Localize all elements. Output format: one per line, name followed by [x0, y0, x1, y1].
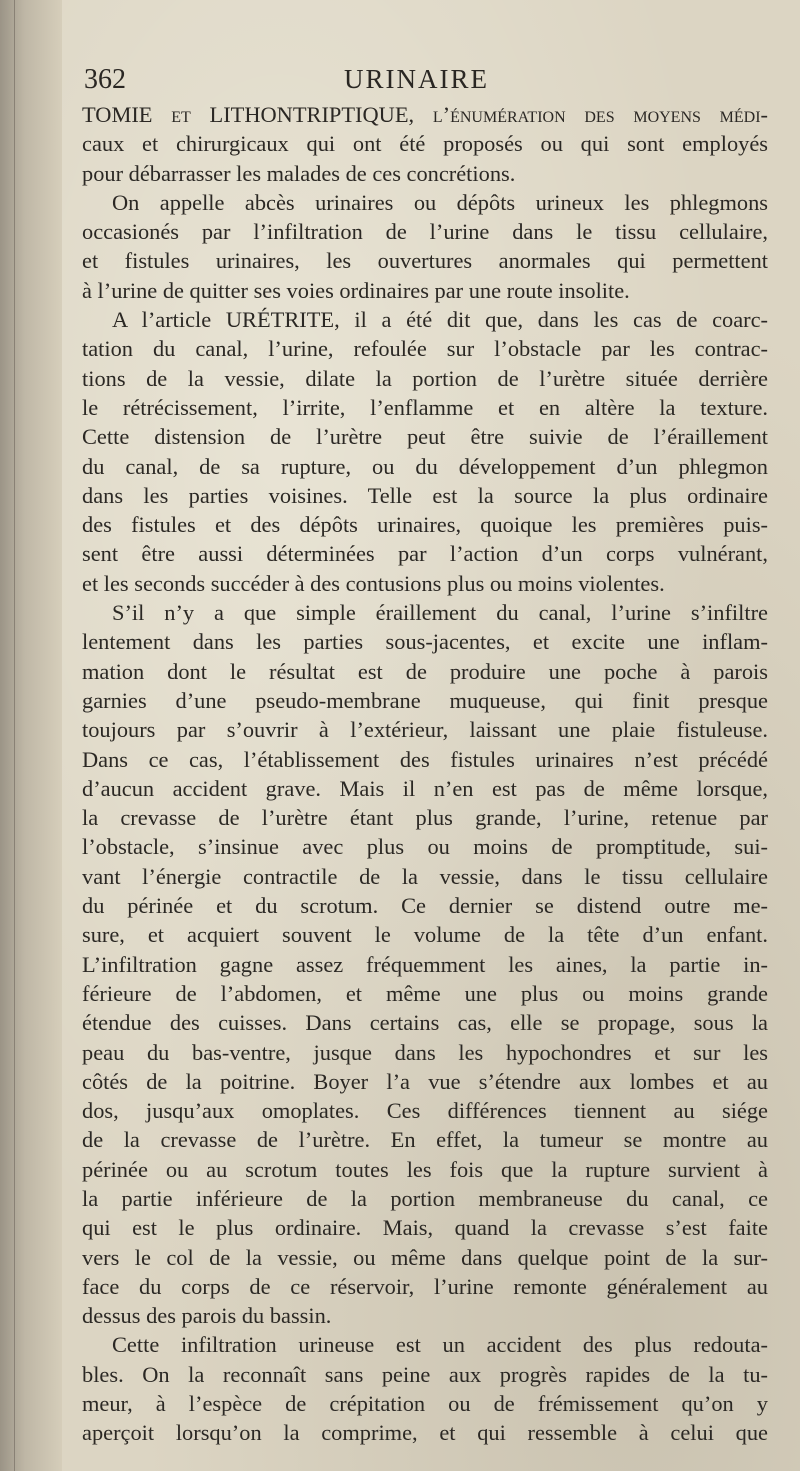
- text-line: mation dont le résultat est de produire une poche à parois: [82, 658, 768, 684]
- text-line: A l’article URÉTRITE, il a été dit que, dans les cas de coarc-: [112, 307, 768, 333]
- text-line: à l’urine de quitter ses voies ordinaires par une route insolite.: [82, 277, 630, 303]
- page-gutter-shadow: [0, 0, 62, 1471]
- page-number: 362: [84, 64, 126, 95]
- text-line: face du corps de ce réservoir, l’urine remonte généralement au: [82, 1273, 768, 1299]
- text-line: occasionés par l’infiltration de l’urine dans le tissu cellulaire,: [82, 219, 768, 245]
- text-line: de la crevasse de l’urètre. En effet, la tumeur se montre au: [82, 1127, 768, 1153]
- text-line: du périnée et du scrotum. Ce dernier se distend outre me-: [82, 893, 768, 919]
- text-line: aperçoit lorsqu’on la comprime, et qui ressemble à celui que: [82, 1420, 768, 1446]
- text-line: dos, jusqu’aux omoplates. Ces différences tiennent au siége: [82, 1098, 768, 1124]
- text-line: On appelle abcès urinaires ou dépôts urineux les phlegmons: [112, 189, 768, 215]
- text-line: meur, à l’espèce de crépitation ou de frémissement qu’on y: [82, 1391, 768, 1417]
- text-line: le rétrécissement, l’irrite, l’enflamme et en altère la texture.: [82, 394, 768, 420]
- text-line: TOMIE et LITHONTRIPTIQUE, l’énumération des moyens médi-: [82, 102, 768, 127]
- text-line: dessus des parois du bassin.: [82, 1303, 332, 1329]
- text-line: Cette infiltration urineuse est un accident des plus redouta-: [112, 1332, 768, 1358]
- text-line: Cette distension de l’urètre peut être suivie de l’éraillement: [82, 424, 768, 450]
- text-line: du canal, de sa rupture, ou du développement d’un phlegmon: [82, 453, 768, 479]
- text-line: toujours par s’ouvrir à l’extérieur, laissant une plaie fistuleuse.: [82, 717, 768, 743]
- text-line: côtés de la poitrine. Boyer l’a vue s’étendre aux lombes et au: [82, 1068, 768, 1094]
- text-line: d’aucun accident grave. Mais il n’en est pas de même lorsque,: [82, 775, 768, 801]
- text-line: sent être aussi déterminées par l’action d’un corps vulnérant,: [82, 541, 768, 567]
- text-line: caux et chirurgicaux qui ont été proposés ou qui sont employés: [82, 131, 768, 157]
- text-line: bles. On la reconnaît sans peine aux progrès rapides de la tu-: [82, 1361, 768, 1387]
- text-line: périnée ou au scrotum toutes les fois que la rupture survient à: [82, 1156, 768, 1182]
- text-line: la partie inférieure de la portion membraneuse du canal, ce: [82, 1185, 768, 1211]
- text-line: l’obstacle, s’insinue avec plus ou moins de promptitude, sui-: [82, 834, 768, 860]
- text-line: des fistules et des dépôts urinaires, quoique les premières puis-: [82, 512, 768, 538]
- text-line: Dans ce cas, l’établissement des fistules urinaires n’est précédé: [82, 746, 768, 772]
- text-line: et les seconds succéder à des contusions plus ou moins violentes.: [82, 570, 665, 596]
- text-line: qui est le plus ordinaire. Mais, quand la crevasse s’est faite: [82, 1215, 768, 1241]
- text-line: S’il n’y a que simple éraillement du canal, l’urine s’infiltre: [112, 600, 768, 626]
- text-line: tation du canal, l’urine, refoulée sur l’obstacle par les contrac-: [82, 336, 768, 362]
- text-line: et fistules urinaires, les ouvertures anormales qui permettent: [82, 248, 768, 274]
- text-line: tions de la vessie, dilate la portion de l’urètre située derrière: [82, 365, 768, 391]
- text-line: pour débarrasser les malades de ces concrétions.: [82, 160, 516, 186]
- text-line: garnies d’une pseudo-membrane muqueuse, qui finit presque: [82, 687, 768, 713]
- text-line: férieure de l’abdomen, et même une plus ou moins grande: [82, 980, 768, 1006]
- body-text: [82, 100, 768, 1448]
- text-line: vers le col de la vessie, ou même dans quelque point de la sur-: [82, 1244, 768, 1270]
- page-header: [84, 64, 724, 104]
- text-line: peau du bas-ventre, jusque dans les hypochondres et sur les: [82, 1039, 768, 1065]
- text-line: sure, et acquiert souvent le volume de la tête d’un enfant.: [82, 922, 768, 948]
- text-line: étendue des cuisses. Dans certains cas, elle se propage, sous la: [82, 1010, 768, 1036]
- text-line: vant l’énergie contractile de la vessie, dans le tissu cellulaire: [82, 863, 768, 889]
- text-line: L’infiltration gagne assez fréquemment les aines, la partie in-: [82, 951, 768, 977]
- text-line: lentement dans les parties sous-jacentes, et excite une inflam-: [82, 629, 768, 655]
- running-head: URINAIRE: [344, 64, 489, 94]
- gutter-line: [14, 0, 15, 1471]
- text-line: dans les parties voisines. Telle est la source la plus ordinaire: [82, 482, 768, 508]
- text-line: la crevasse de l’urètre étant plus grande, l’urine, retenue par: [82, 805, 768, 831]
